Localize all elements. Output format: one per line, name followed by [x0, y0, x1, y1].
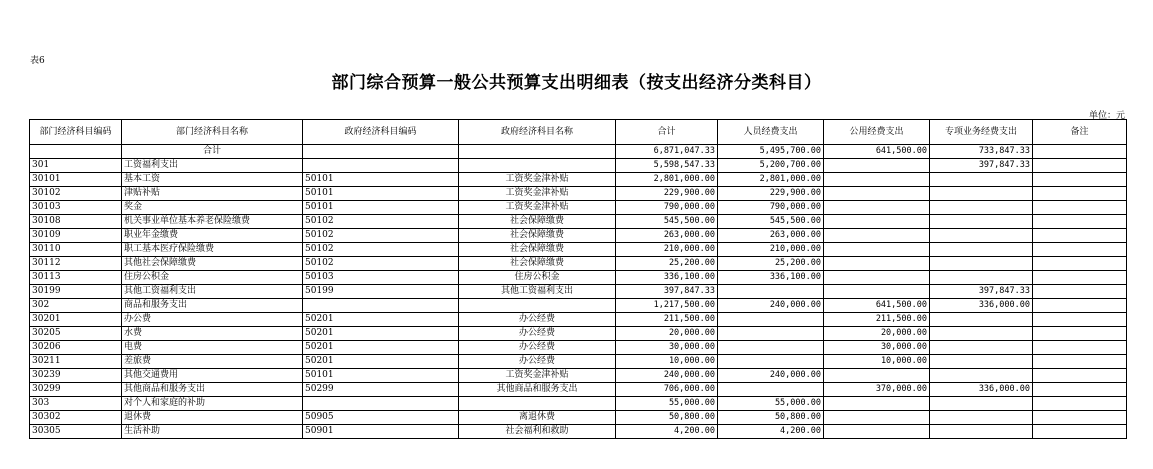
- cell-total: 50,800.00: [616, 411, 718, 425]
- cell-dept-name: 其他工资福利支出: [122, 285, 303, 299]
- cell-public: [824, 215, 930, 229]
- cell-dept-code: 30109: [30, 229, 122, 243]
- cell-total: 25,200.00: [616, 257, 718, 271]
- cell-personnel: 545,500.00: [718, 215, 824, 229]
- cell-total: 4,200.00: [616, 425, 718, 439]
- cell-special: 397,847.33: [930, 285, 1033, 299]
- cell-special: [930, 425, 1033, 439]
- cell-special: [930, 271, 1033, 285]
- column-header: 公用经费支出: [824, 120, 930, 145]
- cell-dept-code: 30108: [30, 215, 122, 229]
- cell-personnel: 25,200.00: [718, 257, 824, 271]
- column-header: 专项业务经费支出: [930, 120, 1033, 145]
- table-row: [30, 313, 1127, 327]
- cell-gov-name: 工资奖金津补贴: [459, 173, 616, 187]
- cell-personnel: 336,100.00: [718, 271, 824, 285]
- cell-dept-name: 津贴补贴: [122, 187, 303, 201]
- table-row: [30, 341, 1127, 355]
- cell-dept-name: 职工基本医疗保险缴费: [122, 243, 303, 257]
- cell-personnel: 50,800.00: [718, 411, 824, 425]
- cell-public: 370,000.00: [824, 383, 930, 397]
- cell-gov-name: 离退休费: [459, 411, 616, 425]
- table-row: [30, 229, 1127, 243]
- cell-special: [930, 173, 1033, 187]
- cell-gov-code: 50101: [303, 173, 459, 187]
- cell-gov-name: 其他工资福利支出: [459, 285, 616, 299]
- cell-gov-code: 50299: [303, 383, 459, 397]
- cell-gov-code: 50101: [303, 201, 459, 215]
- cell-dept-name: 办公费: [122, 313, 303, 327]
- cell-dept-name: 水费: [122, 327, 303, 341]
- table-row: [30, 159, 1127, 173]
- cell-special: 397,847.33: [930, 159, 1033, 173]
- cell-note: [1033, 271, 1127, 285]
- cell-dept-code: 30205: [30, 327, 122, 341]
- column-header: 政府经济科目编码: [303, 120, 459, 145]
- cell-dept-code: 301: [30, 159, 122, 173]
- cell-note: [1033, 257, 1127, 271]
- cell-special: [930, 397, 1033, 411]
- table-row: [30, 201, 1127, 215]
- column-header: 政府经济科目名称: [459, 120, 616, 145]
- cell-gov-name: 工资奖金津补贴: [459, 369, 616, 383]
- cell-dept-code: 30102: [30, 187, 122, 201]
- table-row: [30, 271, 1127, 285]
- cell-personnel: [718, 285, 824, 299]
- cell-total: 545,500.00: [616, 215, 718, 229]
- cell-total: 5,598,547.33: [616, 159, 718, 173]
- cell-dept-name: 生活补助: [122, 425, 303, 439]
- cell-note: [1033, 397, 1127, 411]
- cell-dept-code: 30101: [30, 173, 122, 187]
- cell-note: [1033, 201, 1127, 215]
- cell-special: [930, 229, 1033, 243]
- cell-gov-code: [303, 145, 459, 159]
- cell-dept-name: 电费: [122, 341, 303, 355]
- cell-dept-name: 退休费: [122, 411, 303, 425]
- cell-personnel: [718, 383, 824, 397]
- cell-dept-name: 职业年金缴费: [122, 229, 303, 243]
- table-row: [30, 397, 1127, 411]
- cell-gov-code: 50102: [303, 257, 459, 271]
- cell-note: [1033, 187, 1127, 201]
- table-number: 表6: [30, 56, 45, 66]
- page-title: 部门综合预算一般公共预算支出明细表（按支出经济分类科目）: [331, 73, 822, 93]
- cell-dept-name: 对个人和家庭的补助: [122, 397, 303, 411]
- cell-gov-name: 工资奖金津补贴: [459, 201, 616, 215]
- cell-note: [1033, 243, 1127, 257]
- cell-special: 336,000.00: [930, 299, 1033, 313]
- cell-gov-code: 50201: [303, 341, 459, 355]
- cell-note: [1033, 215, 1127, 229]
- table-body: [30, 145, 1127, 439]
- cell-gov-code: [303, 159, 459, 173]
- cell-gov-code: 50103: [303, 271, 459, 285]
- cell-note: [1033, 229, 1127, 243]
- cell-personnel: [718, 313, 824, 327]
- cell-note: [1033, 425, 1127, 439]
- cell-public: 20,000.00: [824, 327, 930, 341]
- cell-dept-code: 30110: [30, 243, 122, 257]
- cell-special: [930, 355, 1033, 369]
- cell-dept-code: 30201: [30, 313, 122, 327]
- cell-note: [1033, 411, 1127, 425]
- cell-dept-code: 303: [30, 397, 122, 411]
- cell-special: 336,000.00: [930, 383, 1033, 397]
- cell-total: 55,000.00: [616, 397, 718, 411]
- cell-special: [930, 243, 1033, 257]
- table-row: [30, 215, 1127, 229]
- cell-gov-name: 办公经费: [459, 313, 616, 327]
- cell-total: 210,000.00: [616, 243, 718, 257]
- table-row: [30, 285, 1127, 299]
- cell-public: 30,000.00: [824, 341, 930, 355]
- cell-gov-name: 办公经费: [459, 327, 616, 341]
- cell-gov-name: [459, 299, 616, 313]
- cell-dept-name: 基本工资: [122, 173, 303, 187]
- cell-dept-code: 30211: [30, 355, 122, 369]
- cell-note: [1033, 383, 1127, 397]
- table-row: [30, 299, 1127, 313]
- cell-dept-name: 其他交通费用: [122, 369, 303, 383]
- cell-total: 6,871,047.33: [616, 145, 718, 159]
- cell-gov-code: 50102: [303, 229, 459, 243]
- cell-gov-code: 50905: [303, 411, 459, 425]
- column-header: 人员经费支出: [718, 120, 824, 145]
- cell-gov-name: 社会保障缴费: [459, 229, 616, 243]
- cell-gov-name: [459, 397, 616, 411]
- cell-dept-name: 机关事业单位基本养老保险缴费: [122, 215, 303, 229]
- table-row: [30, 243, 1127, 257]
- cell-personnel: 240,000.00: [718, 299, 824, 313]
- cell-public: [824, 411, 930, 425]
- cell-dept-code: 30302: [30, 411, 122, 425]
- cell-personnel: [718, 327, 824, 341]
- cell-note: [1033, 341, 1127, 355]
- cell-gov-name: 社会保障缴费: [459, 243, 616, 257]
- column-header: 部门经济科目名称: [122, 120, 303, 145]
- cell-gov-name: 其他商品和服务支出: [459, 383, 616, 397]
- cell-gov-name: [459, 159, 616, 173]
- cell-gov-name: 办公经费: [459, 341, 616, 355]
- cell-personnel: [718, 355, 824, 369]
- cell-note: [1033, 145, 1127, 159]
- cell-note: [1033, 313, 1127, 327]
- cell-total: 1,217,500.00: [616, 299, 718, 313]
- cell-total: 397,847.33: [616, 285, 718, 299]
- cell-special: [930, 411, 1033, 425]
- cell-dept-code: [30, 145, 122, 159]
- column-header: 部门经济科目编码: [30, 120, 122, 145]
- cell-total: 30,000.00: [616, 341, 718, 355]
- table-row: [30, 411, 1127, 425]
- cell-dept-name: 合计: [122, 145, 303, 159]
- cell-public: [824, 257, 930, 271]
- cell-public: [824, 229, 930, 243]
- cell-public: [824, 285, 930, 299]
- cell-gov-code: 50901: [303, 425, 459, 439]
- cell-public: [824, 159, 930, 173]
- cell-special: [930, 313, 1033, 327]
- cell-special: [930, 369, 1033, 383]
- cell-special: [930, 201, 1033, 215]
- unit-label: 单位：元: [1088, 111, 1125, 121]
- cell-gov-code: 50201: [303, 313, 459, 327]
- cell-dept-name: 差旅费: [122, 355, 303, 369]
- cell-gov-code: 50101: [303, 369, 459, 383]
- cell-dept-name: 其他社会保障缴费: [122, 257, 303, 271]
- cell-gov-code: [303, 299, 459, 313]
- cell-gov-name: 社会福利和救助: [459, 425, 616, 439]
- cell-gov-name: 工资奖金津补贴: [459, 187, 616, 201]
- cell-total: 20,000.00: [616, 327, 718, 341]
- cell-dept-code: 30305: [30, 425, 122, 439]
- cell-gov-name: [459, 145, 616, 159]
- cell-dept-code: 302: [30, 299, 122, 313]
- cell-gov-code: 50201: [303, 327, 459, 341]
- cell-personnel: 263,000.00: [718, 229, 824, 243]
- cell-dept-code: 30299: [30, 383, 122, 397]
- cell-gov-name: 社会保障缴费: [459, 257, 616, 271]
- cell-public: [824, 425, 930, 439]
- cell-personnel: 4,200.00: [718, 425, 824, 439]
- cell-personnel: 2,801,000.00: [718, 173, 824, 187]
- cell-special: [930, 341, 1033, 355]
- cell-dept-code: 30239: [30, 369, 122, 383]
- table-header-row: [30, 120, 1127, 145]
- cell-note: [1033, 369, 1127, 383]
- budget-table: [29, 119, 1127, 439]
- cell-special: [930, 257, 1033, 271]
- cell-personnel: 210,000.00: [718, 243, 824, 257]
- table-row: [30, 425, 1127, 439]
- cell-public: [824, 173, 930, 187]
- cell-public: [824, 243, 930, 257]
- cell-dept-code: 30112: [30, 257, 122, 271]
- cell-public: [824, 201, 930, 215]
- cell-gov-code: 50201: [303, 355, 459, 369]
- cell-dept-code: 30113: [30, 271, 122, 285]
- cell-note: [1033, 299, 1127, 313]
- cell-note: [1033, 173, 1127, 187]
- cell-public: [824, 369, 930, 383]
- cell-special: [930, 187, 1033, 201]
- cell-gov-code: 50102: [303, 215, 459, 229]
- cell-total: 240,000.00: [616, 369, 718, 383]
- cell-note: [1033, 285, 1127, 299]
- cell-personnel: [718, 341, 824, 355]
- cell-note: [1033, 327, 1127, 341]
- cell-total: 336,100.00: [616, 271, 718, 285]
- cell-dept-code: 30103: [30, 201, 122, 215]
- cell-total: 10,000.00: [616, 355, 718, 369]
- cell-gov-code: 50102: [303, 243, 459, 257]
- cell-dept-name: 住房公积金: [122, 271, 303, 285]
- cell-personnel: 5,495,700.00: [718, 145, 824, 159]
- cell-special: [930, 215, 1033, 229]
- cell-total: 706,000.00: [616, 383, 718, 397]
- column-header: 备注: [1033, 120, 1127, 145]
- cell-dept-code: 30199: [30, 285, 122, 299]
- cell-dept-name: 其他商品和服务支出: [122, 383, 303, 397]
- cell-personnel: 5,200,700.00: [718, 159, 824, 173]
- cell-gov-name: 住房公积金: [459, 271, 616, 285]
- table-row: [30, 257, 1127, 271]
- cell-special: [930, 327, 1033, 341]
- cell-dept-name: 工资福利支出: [122, 159, 303, 173]
- table-row: [30, 355, 1127, 369]
- cell-public: 641,500.00: [824, 145, 930, 159]
- cell-personnel: 790,000.00: [718, 201, 824, 215]
- cell-total: 2,801,000.00: [616, 173, 718, 187]
- cell-public: 641,500.00: [824, 299, 930, 313]
- cell-total: 790,000.00: [616, 201, 718, 215]
- cell-public: [824, 271, 930, 285]
- table-row: [30, 327, 1127, 341]
- cell-gov-name: 社会保障缴费: [459, 215, 616, 229]
- cell-dept-name: 奖金: [122, 201, 303, 215]
- cell-note: [1033, 159, 1127, 173]
- total-row: [30, 145, 1127, 159]
- cell-public: 10,000.00: [824, 355, 930, 369]
- cell-gov-name: 办公经费: [459, 355, 616, 369]
- cell-gov-code: 50199: [303, 285, 459, 299]
- cell-dept-code: 30206: [30, 341, 122, 355]
- cell-personnel: 55,000.00: [718, 397, 824, 411]
- cell-total: 211,500.00: [616, 313, 718, 327]
- cell-personnel: 229,900.00: [718, 187, 824, 201]
- table-row: [30, 173, 1127, 187]
- cell-special: 733,847.33: [930, 145, 1033, 159]
- table-row: [30, 369, 1127, 383]
- cell-total: 263,000.00: [616, 229, 718, 243]
- cell-public: 211,500.00: [824, 313, 930, 327]
- table-row: [30, 383, 1127, 397]
- table-row: [30, 187, 1127, 201]
- cell-total: 229,900.00: [616, 187, 718, 201]
- cell-note: [1033, 355, 1127, 369]
- cell-gov-code: [303, 397, 459, 411]
- cell-public: [824, 187, 930, 201]
- column-header: 合计: [616, 120, 718, 145]
- cell-gov-code: 50101: [303, 187, 459, 201]
- cell-dept-name: 商品和服务支出: [122, 299, 303, 313]
- cell-public: [824, 397, 930, 411]
- cell-personnel: 240,000.00: [718, 369, 824, 383]
